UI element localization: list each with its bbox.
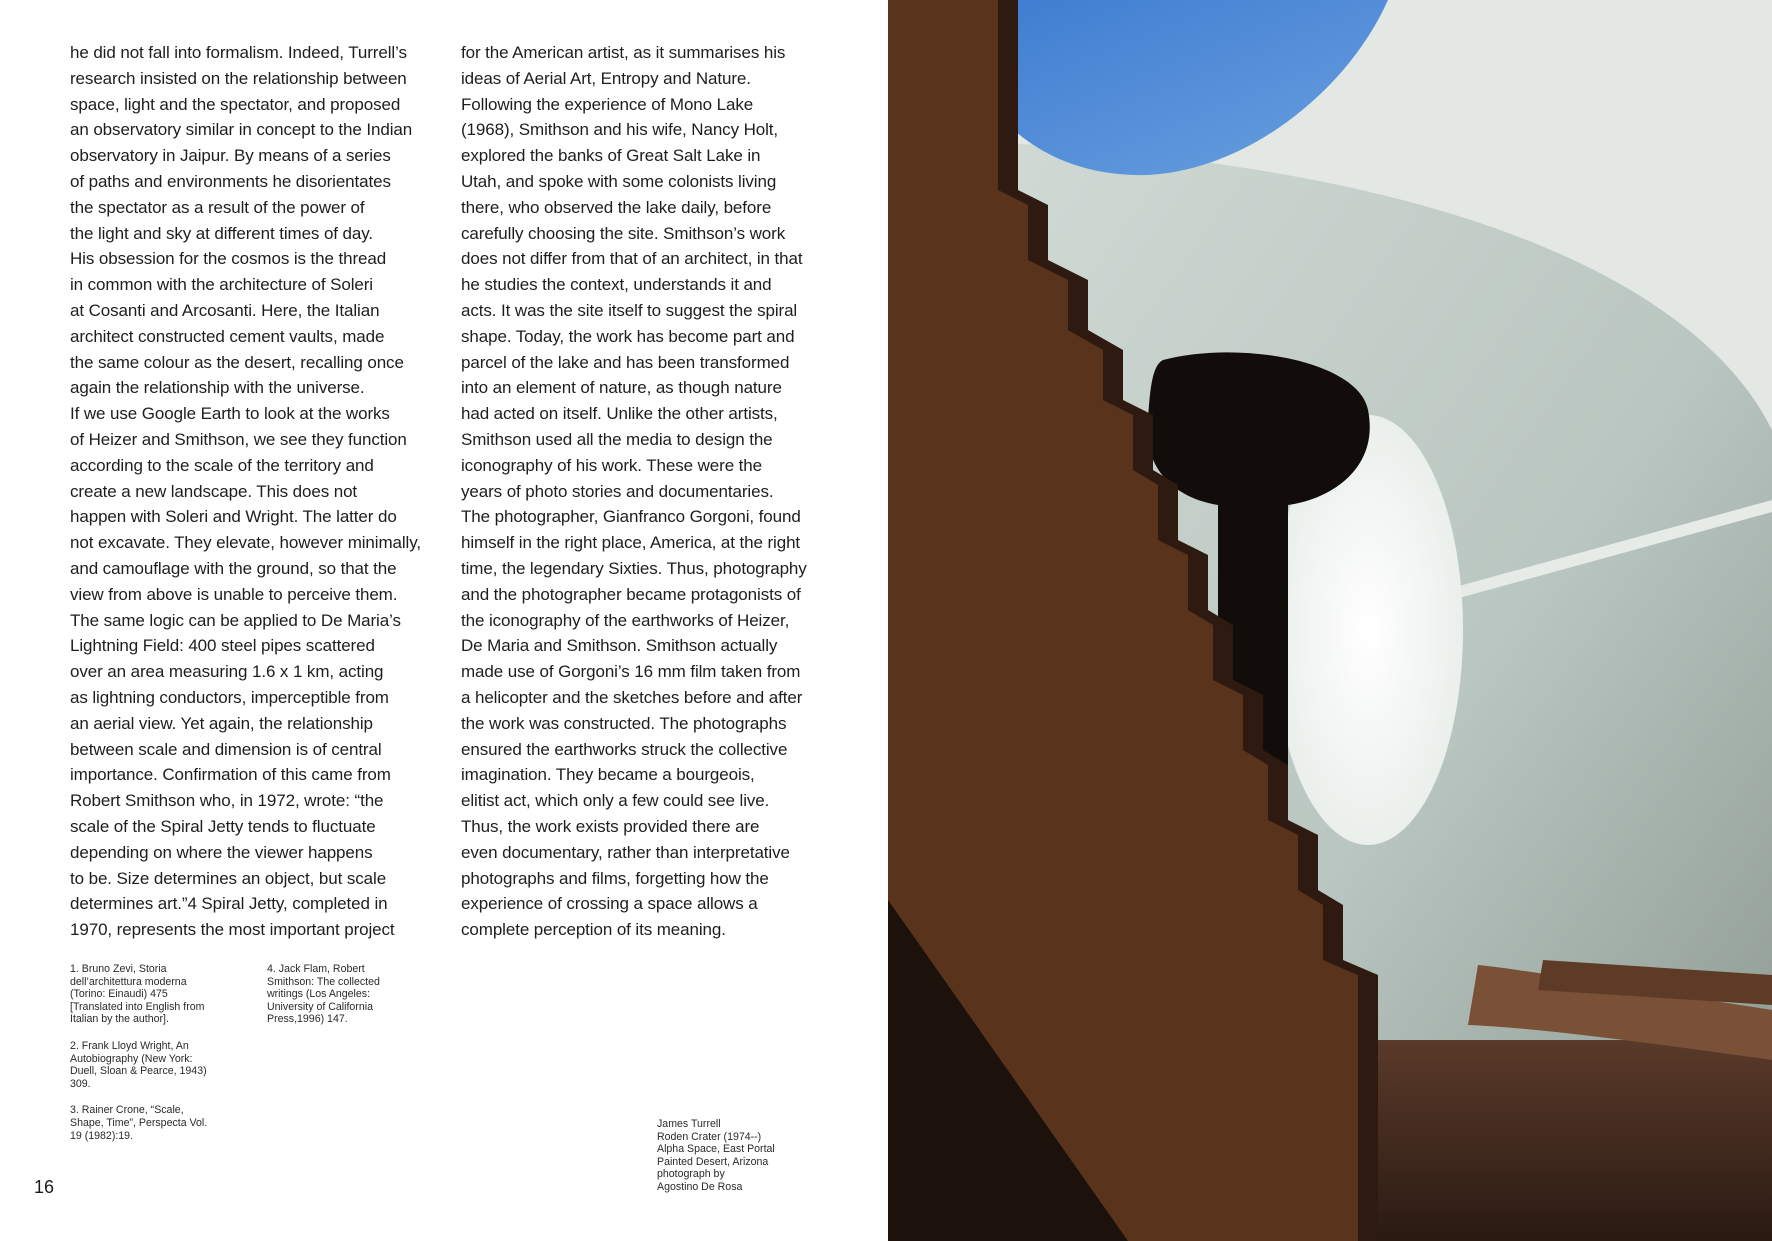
body-text-line: even documentary, rather than interpretative — [461, 842, 790, 862]
footnote-line: (Torino: Einaudi) 475 — [70, 988, 168, 1001]
body-text-line: an aerial view. Yet again, the relationship — [70, 713, 373, 733]
body-text-line: the same colour as the desert, recalling once — [70, 352, 404, 372]
body-text-line: view from above is unable to perceive them. — [70, 584, 398, 604]
body-text-line: experience of crossing a space allows a — [461, 894, 758, 914]
caption-line: Alpha Space, East Portal — [657, 1143, 775, 1156]
body-text-line: again the relationship with the universe. — [70, 378, 365, 398]
body-text-line: Thus, the work exists provided there are — [461, 816, 760, 836]
body-text-line: the iconography of the earthworks of Heizer, — [461, 610, 790, 630]
photo-illustration — [888, 0, 1772, 1241]
body-text-line: explored the banks of Great Salt Lake in — [461, 146, 761, 166]
body-text-line: time, the legendary Sixties. Thus, photography — [461, 558, 807, 578]
footnote — [70, 1104, 240, 1142]
body-text-line: His obsession for the cosmos is the thread — [70, 249, 387, 269]
footnote-line: 309. — [70, 1077, 91, 1090]
footnote-line: 2. Frank Lloyd Wright, An — [70, 1039, 189, 1052]
body-text-line: research insisted on the relationship between — [70, 68, 407, 88]
body-text-line: Smithson used all the media to design the — [461, 429, 773, 449]
body-text-line: between scale and dimension is of central — [70, 739, 382, 759]
body-text-line: scale of the Spiral Jetty tends to fluctuate — [70, 816, 376, 836]
footnote-line: Italian by the author]. — [70, 1013, 169, 1026]
footnote-line: [Translated into English from — [70, 1000, 205, 1013]
footnote-line: dell’architettura moderna — [70, 975, 187, 988]
body-text-line: according to the scale of the territory and — [70, 455, 374, 475]
body-text-line: architect constructed cement vaults, made — [70, 326, 385, 346]
page-number: 16 — [34, 1177, 55, 1197]
body-text-line: iconography of his work. These were the — [461, 455, 763, 475]
footnotes-column-left — [70, 963, 240, 1156]
body-text-line: and camouflage with the ground, so that the — [70, 558, 397, 578]
body-text-line: over an area measuring 1.6 x 1 km, acting — [70, 662, 384, 682]
text-column-right — [461, 40, 813, 943]
footnote-line: 3. Rainer Crone, “Scale, — [70, 1104, 184, 1117]
footnote-line: Smithson: The collected — [267, 975, 380, 988]
body-text-line: Following the experience of Mono Lake — [461, 94, 754, 114]
body-text-line: imagination. They became a bourgeois, — [461, 765, 755, 785]
body-text-line: years of photo stories and documentaries. — [461, 481, 774, 501]
body-text-line: the light and sky at different times of day. — [70, 223, 374, 243]
body-text-line: himself in the right place, America, at the right — [461, 533, 801, 553]
body-text-line: does not differ from that of an architect, in that — [461, 249, 803, 269]
body-text-line: acts. It was the site itself to suggest the spiral — [461, 300, 798, 320]
roden-crater-photograph — [888, 0, 1772, 1241]
body-text-line: for the American artist, as it summarises his — [461, 43, 786, 62]
footnote-line: writings (Los Angeles: — [267, 988, 371, 1001]
body-text-line: parcel of the lake and has been transformed — [461, 352, 790, 372]
body-text-line: carefully choosing the site. Smithson’s work — [461, 223, 786, 243]
body-text-line: the work was constructed. The photographs — [461, 713, 787, 733]
body-text-line: photographs and films, forgetting how the — [461, 868, 769, 888]
body-text-line: as lightning conductors, imperceptible from — [70, 687, 389, 707]
body-text-line: at Cosanti and Arcosanti. Here, the Italian — [70, 300, 380, 320]
footnote-line: Autobiography (New York: — [70, 1052, 193, 1065]
body-text-line: there, who observed the lake daily, before — [461, 197, 772, 217]
footnote-line: Press,1996) 147. — [267, 1013, 348, 1026]
footnote-line: 4. Jack Flam, Robert — [267, 963, 365, 975]
body-text-line: ensured the earthworks struck the collective — [461, 739, 788, 759]
body-text-line: Utah, and spoke with some colonists living — [461, 171, 777, 191]
body-text-line: determines art.”4 Spiral Jetty, completed in — [70, 894, 388, 914]
body-text-line: space, light and the spectator, and proposed — [70, 94, 401, 114]
body-text-line: a helicopter and the sketches before and after — [461, 687, 803, 707]
body-text-line: to be. Size determines an object, but scale — [70, 868, 387, 888]
body-text-line: the spectator as a result of the power of — [70, 197, 365, 217]
body-text-line: ideas of Aerial Art, Entropy and Nature. — [461, 68, 751, 88]
body-text-line: happen with Soleri and Wright. The latter do — [70, 507, 397, 527]
caption-line: Roden Crater (1974--) — [657, 1130, 762, 1143]
footnote-line: 19 (1982):19. — [70, 1129, 134, 1142]
body-text-line: of Heizer and Smithson, we see they function — [70, 429, 407, 449]
body-text-line: depending on where the viewer happens — [70, 842, 373, 862]
text-column-left — [70, 40, 430, 943]
footnote-line: Shape, Time”, Perspecta Vol. — [70, 1116, 208, 1129]
body-text-line: in common with the architecture of Soleri — [70, 275, 373, 295]
body-text-line: he did not fall into formalism. Indeed, Turrell’s — [70, 43, 407, 62]
body-text-line: Lightning Field: 400 steel pipes scattered — [70, 636, 375, 656]
body-text-line: complete perception of its meaning. — [461, 920, 726, 940]
caption-line: Painted Desert, Arizona — [657, 1155, 769, 1168]
body-text-line: create a new landscape. This does not — [70, 481, 358, 501]
body-text-line: into an element of nature, as though nature — [461, 378, 782, 398]
body-text-line: not excavate. They elevate, however minimally, — [70, 533, 421, 553]
body-text-line: 1970, represents the most important project — [70, 920, 395, 940]
body-text-line: elitist act, which only a few could see live. — [461, 791, 770, 811]
photo-caption — [657, 1118, 797, 1194]
body-text-line: (1968), Smithson and his wife, Nancy Holt, — [461, 120, 779, 140]
body-text-line: shape. Today, the work has become part and — [461, 326, 795, 346]
body-text-line: he studies the context, understands it and — [461, 275, 772, 295]
footnote — [70, 1040, 240, 1090]
body-text-line: The same logic can be applied to De Maria’s — [70, 610, 401, 630]
footnote — [267, 963, 417, 1026]
caption-line: photograph by — [657, 1168, 725, 1181]
body-text-line: and the photographer became protagonists of — [461, 584, 801, 604]
caption-line: Agostino De Rosa — [657, 1180, 743, 1193]
footnote-line: University of California — [267, 1000, 373, 1013]
body-text-line: observatory in Jaipur. By means of a series — [70, 146, 391, 166]
body-text-line: The photographer, Gianfranco Gorgoni, found — [461, 507, 801, 527]
body-text-line: Robert Smithson who, in 1972, wrote: “the — [70, 791, 384, 811]
body-text-line: De Maria and Smithson. Smithson actually — [461, 636, 778, 656]
footnote — [70, 963, 240, 1026]
footnote-line: 1. Bruno Zevi, Storia — [70, 963, 167, 975]
body-text-line: importance. Confirmation of this came from — [70, 765, 391, 785]
body-text-line: If we use Google Earth to look at the works — [70, 404, 390, 424]
body-text-line: made use of Gorgoni’s 16 mm film taken from — [461, 662, 801, 682]
body-text-line: of paths and environments he disorientates — [70, 171, 391, 191]
body-text-line: an observatory similar in concept to the Indian — [70, 120, 413, 140]
body-text-line: had acted on itself. Unlike the other artists, — [461, 404, 778, 424]
footnotes-column-right — [267, 963, 417, 1040]
footnote-line: Duell, Sloan & Pearce, 1943) — [70, 1065, 207, 1078]
caption-line: James Turrell — [657, 1118, 721, 1130]
